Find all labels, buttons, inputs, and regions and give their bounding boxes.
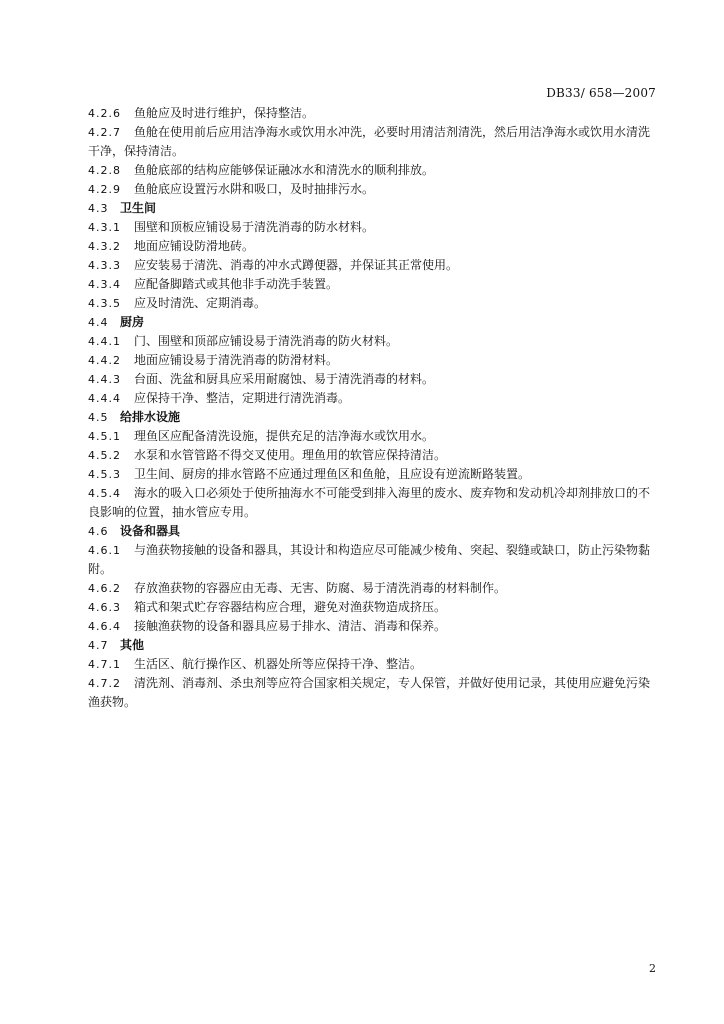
section-heading-4-7 bbox=[88, 636, 658, 655]
clause-text: 理鱼区应配备清洗设施，提供充足的洁净海水或饮用水。 bbox=[134, 429, 435, 443]
clause-4-6-2 bbox=[88, 579, 658, 598]
clause-text: 地面应铺设易于清洗消毒的防滑材料。 bbox=[134, 353, 339, 367]
clause-4-2-8 bbox=[88, 161, 658, 180]
clause-4-3-4 bbox=[88, 275, 658, 294]
section-title: 其他 bbox=[120, 638, 145, 652]
page-number: 2 bbox=[649, 962, 656, 975]
clause-text: 鱼舱底部的结构应能够保证融冰水和清洗水的顺利排放。 bbox=[134, 163, 435, 177]
section-heading-4-6 bbox=[88, 522, 658, 541]
clause-text: 围壁和顶板应铺设易于清洗消毒的防水材料。 bbox=[134, 220, 375, 234]
section-number: 4.3 bbox=[88, 202, 109, 215]
clause-number: 4.5.4 bbox=[88, 487, 121, 500]
clause-text: 台面、洗盆和厨具应采用耐腐蚀、易于清洗消毒的材料。 bbox=[134, 372, 435, 386]
clause-number: 4.5.3 bbox=[88, 468, 121, 481]
section-title: 厨房 bbox=[120, 315, 145, 329]
clause-text: 鱼舱底应设置污水阱和吸口，及时抽排污水。 bbox=[134, 182, 375, 196]
clause-4-4-3 bbox=[88, 370, 658, 389]
clause-number: 4.6.3 bbox=[88, 601, 121, 614]
clause-text: 门、围壁和顶部应铺设易于清洗消毒的防火材料。 bbox=[134, 334, 399, 348]
clause-4-5-4 bbox=[88, 484, 658, 522]
clause-number: 4.6.2 bbox=[88, 582, 121, 595]
clause-4-3-2 bbox=[88, 237, 658, 256]
section-title: 给排水设施 bbox=[120, 410, 181, 424]
clause-text: 应及时清洗、定期消毒。 bbox=[134, 296, 267, 310]
clause-4-4-4 bbox=[88, 389, 658, 408]
section-number: 4.4 bbox=[88, 316, 109, 329]
clause-number: 4.5.1 bbox=[88, 430, 121, 443]
clause-text: 卫生间、厨房的排水管路不应通过理鱼区和鱼舱，且应设有逆流断路装置。 bbox=[134, 467, 531, 481]
clause-number: 4.5.2 bbox=[88, 449, 121, 462]
clause-text: 存放渔获物的容器应由无毒、无害、防腐、易于清洗消毒的材料制作。 bbox=[134, 581, 507, 595]
clause-number: 4.4.3 bbox=[88, 373, 121, 386]
document-body bbox=[88, 104, 658, 712]
section-number: 4.5 bbox=[88, 411, 109, 424]
clause-4-5-1 bbox=[88, 427, 658, 446]
clause-text: 鱼舱应及时进行维护，保持整洁。 bbox=[134, 106, 315, 120]
section-title: 设备和器具 bbox=[120, 524, 181, 538]
clause-number: 4.6.1 bbox=[88, 544, 121, 557]
section-number: 4.6 bbox=[88, 525, 109, 538]
clause-text: 应安装易于清洗、消毒的冲水式蹲便器，并保证其正常使用。 bbox=[134, 258, 459, 272]
clause-text: 地面应铺设防滑地砖。 bbox=[134, 239, 255, 253]
clause-number: 4.2.7 bbox=[88, 126, 121, 139]
clause-text: 海水的吸入口必须处于使所抽海水不可能受到排入海里的废水、废弃物和发动机冷却剂排放口的不良影响的位置，抽水管应专用。 bbox=[88, 486, 651, 519]
clause-4-2-6 bbox=[88, 104, 658, 123]
clause-number: 4.7.2 bbox=[88, 677, 121, 690]
clause-text: 清洗剂、消毒剂、杀虫剂等应符合国家相关规定，专人保管，并做好使用记录，其使用应避免污染渔获物。 bbox=[88, 676, 651, 709]
clause-4-5-3 bbox=[88, 465, 658, 484]
section-title: 卫生间 bbox=[120, 201, 157, 215]
clause-4-2-9 bbox=[88, 180, 658, 199]
clause-4-3-5 bbox=[88, 294, 658, 313]
clause-4-6-3 bbox=[88, 598, 658, 617]
clause-number: 4.7.1 bbox=[88, 658, 121, 671]
clause-4-5-2 bbox=[88, 446, 658, 465]
clause-text: 鱼舱在使用前后应用洁净海水或饮用水冲洗，必要时用清洁剂清洗，然后用洁净海水或饮用水清洗干净，保持清洁。 bbox=[88, 125, 651, 158]
section-number: 4.7 bbox=[88, 639, 109, 652]
clause-number: 4.2.6 bbox=[88, 107, 121, 120]
clause-number: 4.2.9 bbox=[88, 183, 121, 196]
clause-4-3-1 bbox=[88, 218, 658, 237]
clause-number: 4.2.8 bbox=[88, 164, 121, 177]
clause-number: 4.3.2 bbox=[88, 240, 121, 253]
clause-4-3-3 bbox=[88, 256, 658, 275]
clause-4-6-4 bbox=[88, 617, 658, 636]
section-heading-4-3 bbox=[88, 199, 658, 218]
clause-text: 水泵和水管管路不得交叉使用。理鱼用的软管应保持清洁。 bbox=[134, 448, 447, 462]
clause-4-6-1 bbox=[88, 541, 658, 579]
clause-4-4-2 bbox=[88, 351, 658, 370]
clause-number: 4.3.5 bbox=[88, 297, 121, 310]
clause-number: 4.3.3 bbox=[88, 259, 121, 272]
clause-text: 与渔获物接触的设备和器具，其设计和构造应尽可能减少棱角、突起、裂缝或缺口，防止污染物黏附。 bbox=[88, 543, 651, 576]
clause-4-7-2 bbox=[88, 674, 658, 712]
document-code: DB33/ 658—2007 bbox=[546, 86, 656, 100]
clause-text: 应保持干净、整洁，定期进行清洗消毒。 bbox=[134, 391, 351, 405]
clause-number: 4.3.1 bbox=[88, 221, 121, 234]
clause-number: 4.4.1 bbox=[88, 335, 121, 348]
clause-number: 4.3.4 bbox=[88, 278, 121, 291]
clause-4-2-7 bbox=[88, 123, 658, 161]
clause-text: 接触渔获物的设备和器具应易于排水、清洁、消毒和保养。 bbox=[134, 619, 447, 633]
clause-4-7-1 bbox=[88, 655, 658, 674]
clause-text: 应配备脚踏式或其他非手动洗手装置。 bbox=[134, 277, 339, 291]
clause-text: 生活区、航行操作区、机器处所等应保持干净、整洁。 bbox=[134, 657, 423, 671]
clause-4-4-1 bbox=[88, 332, 658, 351]
clause-text: 箱式和架式贮存容器结构应合理，避免对渔获物造成挤压。 bbox=[134, 600, 447, 614]
clause-number: 4.4.4 bbox=[88, 392, 121, 405]
clause-number: 4.4.2 bbox=[88, 354, 121, 367]
clause-number: 4.6.4 bbox=[88, 620, 121, 633]
section-heading-4-5 bbox=[88, 408, 658, 427]
section-heading-4-4 bbox=[88, 313, 658, 332]
